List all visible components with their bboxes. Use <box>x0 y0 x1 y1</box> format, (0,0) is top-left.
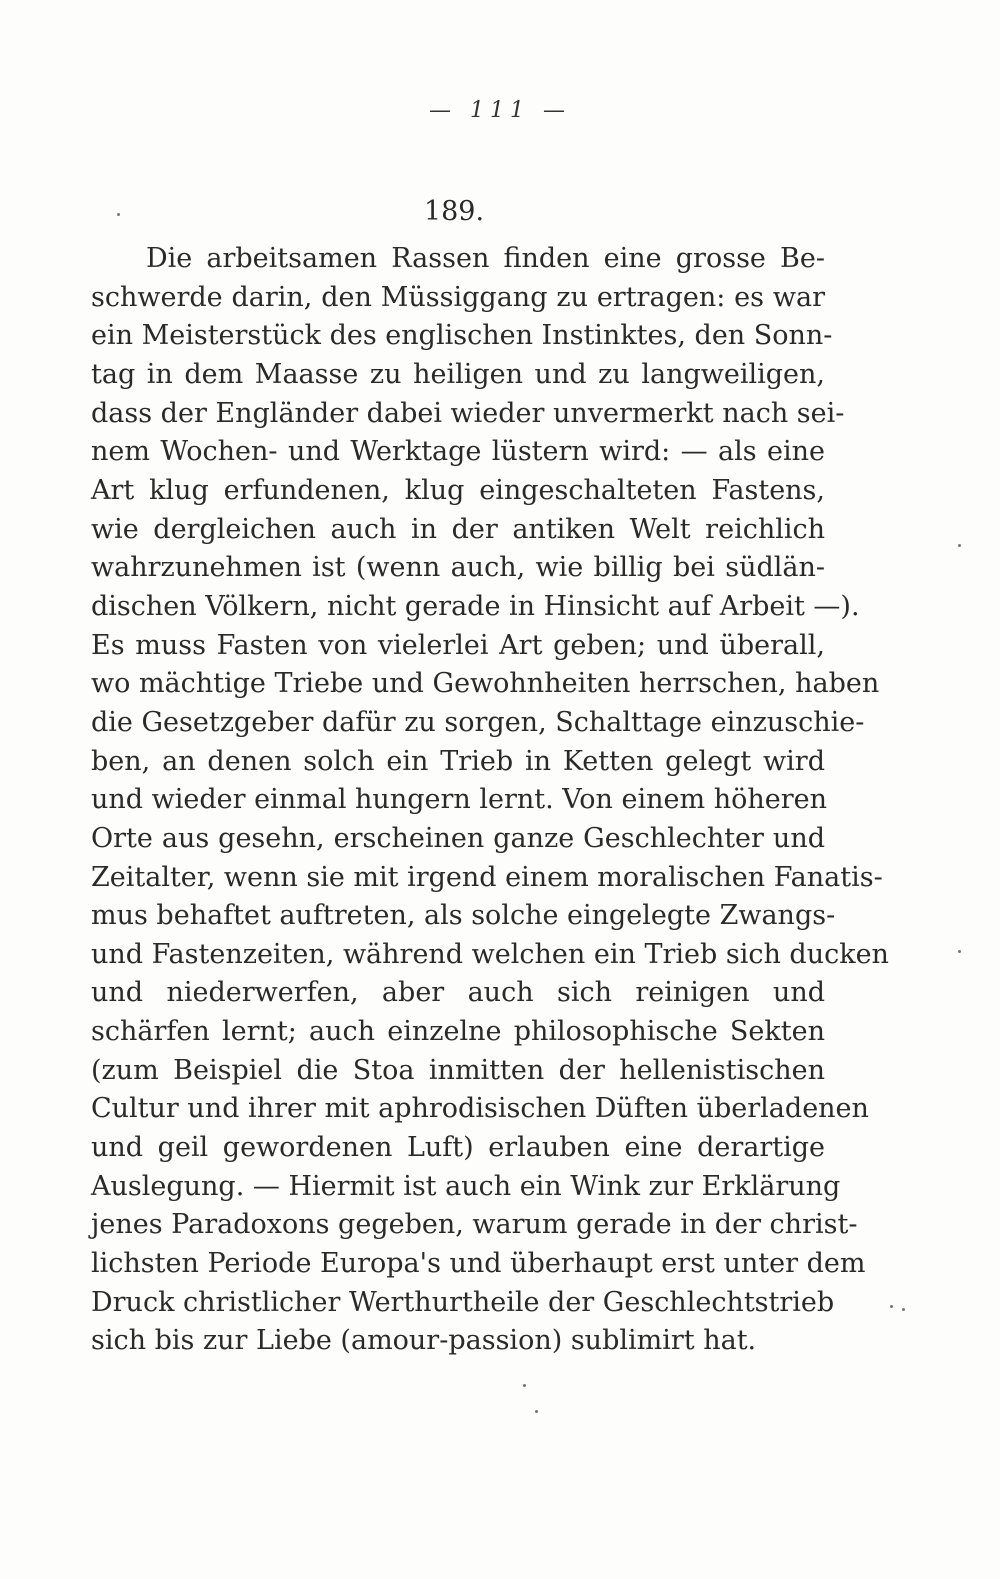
text-line: und geil gewordenen Luft) erlauben eine derartige <box>91 1132 825 1164</box>
scan-speck <box>902 1308 905 1311</box>
scan-speck <box>958 544 961 547</box>
section-number: 189. <box>423 196 485 227</box>
text-line: nem Wochen- und Werktage lüstern wird: — als eine <box>91 436 825 468</box>
text-line: wahrzunehmen ist (wenn auch, wie billig bei südlän- <box>91 552 825 584</box>
text-line: tag in dem Maasse zu heiligen und zu langweiligen, <box>91 358 825 390</box>
scan-speck <box>958 950 961 953</box>
text-line: ein Meisterstück des englischen Instinktes, den Sonn- <box>91 320 833 352</box>
text-line: Druck christlicher Werthurtheile der Geschlechtstrieb <box>91 1286 835 1318</box>
text-line: dischen Völkern, nicht gerade in Hinsicht auf Arbeit —). <box>91 590 860 622</box>
text-line: Orte aus gesehn, erscheinen ganze Geschlechter und <box>91 822 825 854</box>
scan-speck <box>535 1410 538 1413</box>
text-line: wo mächtige Triebe und Gewohnheiten herrschen, haben <box>91 668 880 700</box>
text-line: ben, an denen solch ein Trieb in Ketten gelegt wird <box>91 745 825 777</box>
text-line: mus behaftet auftreten, als solche eingelegte Zwangs- <box>91 900 836 932</box>
text-line: Zeitalter, wenn sie mit irgend einem moralischen Fanatis- <box>91 861 883 893</box>
text-line: dass der Engländer dabei wieder unvermerkt nach sei- <box>91 397 845 429</box>
text-line: schärfen lernt; auch einzelne philosophische Sekten <box>91 1016 825 1048</box>
text-line: jenes Paradoxons gegeben, warum gerade in der christ- <box>91 1209 858 1241</box>
text-line: und wieder einmal hungern lernt. Von einem höheren <box>91 784 827 816</box>
scan-speck <box>523 1384 526 1387</box>
text-line: die Gesetzgeber dafür zu sorgen, Schalttage einzuschie- <box>91 706 865 738</box>
text-line: Die arbeitsamen Rassen finden eine grosse Be- <box>146 243 825 274</box>
text-line: wie dergleichen auch in der antiken Welt reichlich <box>91 513 825 545</box>
text-line: Cultur und ihrer mit aphrodisischen Düften überladenen <box>91 1093 869 1125</box>
text-line: Art klug erfundenen, klug eingeschalteten Fastens, <box>91 474 825 506</box>
text-line: (zum Beispiel die Stoa inmitten der hellenistischen <box>91 1054 825 1086</box>
aphorism-paragraph <box>91 240 889 1361</box>
text-line: Es muss Fasten von vielerlei Art geben; und überall, <box>91 629 825 661</box>
text-line: lichsten Periode Europa's und überhaupt erst unter dem <box>91 1248 866 1280</box>
text-line: und niederwerfen, aber auch sich reinigen und <box>91 977 825 1009</box>
text-line: und Fastenzeiten, während welchen ein Trieb sich ducken <box>91 938 889 970</box>
text-line: schwerde darin, den Müssiggang zu ertragen: es war <box>91 281 825 313</box>
scan-speck <box>890 1305 893 1308</box>
scan-speck <box>117 213 120 216</box>
text-line: Auslegung. — Hiermit ist auch ein Wink zur Erklärung <box>91 1170 841 1202</box>
text-line: sich bis zur Liebe (amour-passion) sublimirt hat. <box>91 1325 757 1357</box>
running-head-page-number: — 111 — <box>429 98 571 123</box>
